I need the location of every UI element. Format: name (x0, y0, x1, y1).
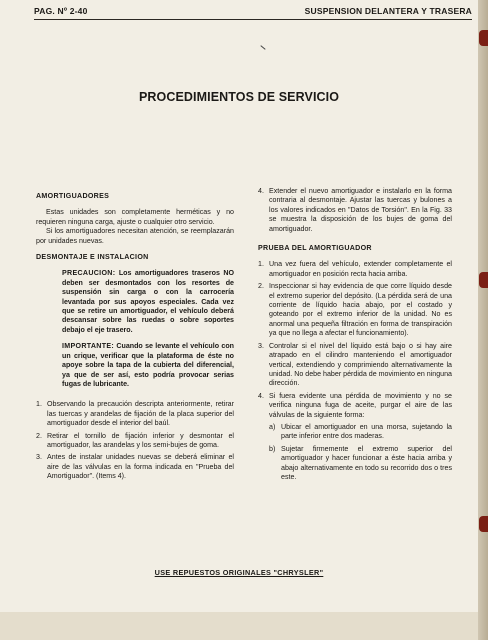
binder-edge (478, 0, 488, 640)
page-footer: USE REPUESTOS ORIGINALES "CHRYSLER" (154, 568, 324, 577)
precaucion-note (62, 269, 234, 335)
section-title: SUSPENSION DELANTERA Y TRASERA (304, 6, 472, 16)
page-bottom-margin (0, 612, 478, 640)
right-column (258, 187, 452, 485)
list-item: 4. Si fuera evidente una pérdida de movimiento y no se verifica ninguna fuga de aceite, purgar el aire de las válvulas de la siguiente forma: (258, 391, 452, 419)
list-item: 3. Antes de instalar unidades nuevas se deberá eliminar el aire de las válvulas en la forma indicada en "Prueba del Amortiguador". (Items 4). (36, 453, 234, 481)
amortiguadores-paragraph: Estas unidades son completamente herméticas y no requieren ninguna carga, ajuste o cualquier otro servicio. (36, 208, 234, 226)
list-item: 1. Una vez fuera del vehículo, extender completamente el amortiguador en posición recta hacia arriba. (258, 260, 452, 278)
page-number: PAG. Nº 2-40 (34, 6, 88, 16)
page-header (34, 3, 472, 20)
importante-text: Cuando se levante el vehículo con un crique, verificar que la plataforma de éste no apoye sobre la tapa de la cubierta del diferencial, ya que de ser así, esto podría provocar serias fugas de lubricante. (62, 342, 234, 388)
sub-list-item: b) Sujetar firmemente el extremo superior del amortiguador y hacer funcionar a éste hacia arriba y abajo alternativamente en todo su recorrido dos o tres este. (269, 444, 452, 481)
list-item: 2. Retirar el tornillo de fijación inferior y desmontar el amortiguador, las arandelas y los semi-bujes de goma. (36, 431, 234, 449)
desmontaje-steps (36, 400, 234, 481)
binder-hole (479, 272, 488, 288)
list-item: 2. Inspeccionar si hay evidencia de que corre líquido desde el extremo superior del depósito. (La pérdida será de una corriente de líquido hacia abajo, por el costado y goteando por el extremo inferior de la unidad. No es anormal una pequeña filtración en forma de transpiración ya que no llega a afectar el funcionamiento). (258, 282, 452, 338)
page-title: PROCEDIMIENTOS DE SERVICIO (138, 90, 340, 104)
list-item: 1. Observando la precaución descripta anteriormente, retirar las tuercas y arandelas de fijación de la placa superior del amortiguador desde el interior del baúl. (36, 400, 234, 428)
list-item: 4. Extender el nuevo amortiguador e instalarlo en la forma contraria al desmontaje. Ajustar las tuercas y bulones a los valores indicados en "Datos de Torsión". En la Fig. 33 se muestra la disposición de los bujes de goma del amortiguador. (258, 187, 452, 233)
amortiguadores-paragraph: Si los amortiguadores necesitan atención, se reemplazarán por unidades nuevas. (36, 227, 234, 245)
amortiguadores-heading: AMORTIGUADORES (36, 192, 110, 200)
precaucion-text: Los amortiguadores traseros NO deben ser desmontados con los resortes de suspensión sin carga o con la carrocería levantada por sus apoyos especiales. Cada vez que se retire un amortiguador, el vehículo deberá descansar sobre las ruedas o sobre soportes debajo el eje trasero. (62, 269, 234, 334)
importante-note (62, 342, 234, 389)
binder-hole (479, 30, 488, 46)
desmontaje-heading: DESMONTAJE E INSTALACION (36, 253, 149, 262)
list-item: 3. Controlar si el nivel del líquido está bajo o si hay aire atrapado en el cilindro manteniendo el amortiguador vertical, extendiendo y comprimiendo alternativamente la unidad. No debe haber pérdida de movimiento en ninguna dirección. (258, 341, 452, 388)
prueba-steps (258, 260, 452, 420)
binder-hole (479, 516, 488, 532)
left-column (36, 192, 234, 485)
precaucion-label: PRECAUCION: (62, 269, 116, 278)
sub-list-item: a) Ubicar el amortiguador en una morsa, sujetando la parte inferior entre dos maderas. (269, 422, 452, 441)
prueba-heading: PRUEBA DEL AMORTIGUADOR (258, 244, 372, 253)
importante-label: IMPORTANTE: (62, 342, 115, 351)
